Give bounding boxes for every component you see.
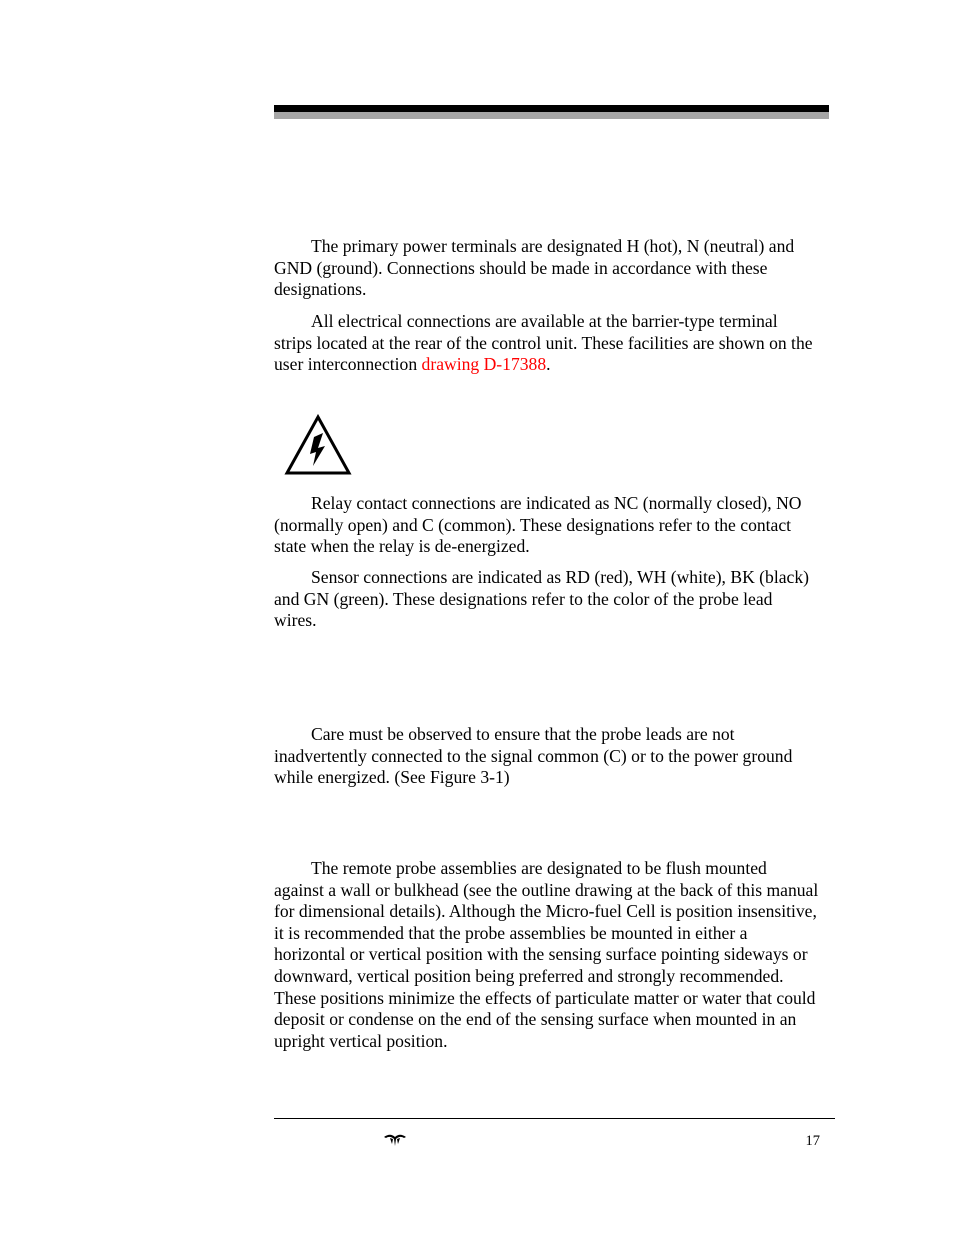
paragraph-sensor-connections: Sensor connections are indicated as RD (red), WH (white), BK (black) and GN (green). These designations refer to the color of the probe lead wires. (274, 567, 810, 631)
paragraph-electrical-connections-text: All electrical connections are available at the barrier-type terminal strips located at the rear of the control unit. These facilities are shown on the user interconnection (274, 311, 813, 375)
footer-rule (274, 1118, 835, 1119)
paragraph-relay-contacts: Relay contact connections are indicated as NC (normally closed), NO (normally open) and C (common). These designations refer to the contact state when the relay is de-energized. (274, 493, 802, 557)
header-bar (274, 105, 829, 112)
paragraph-electrical-connections (274, 311, 819, 376)
page-number: 17 (805, 1133, 820, 1149)
teledyne-logo-icon (383, 1133, 407, 1147)
electrical-hazard-icon (284, 414, 352, 476)
paragraph-power-terminals: The primary power terminals are designated H (hot), N (neutral) and GND (ground). Connections should be made in accordance with these designations. (274, 236, 795, 300)
paragraph-probe-leads-care: Care must be observed to ensure that the probe leads are not inadvertently connected to the signal common (C) or to the power ground while energized. (See Figure 3-1) (274, 724, 793, 788)
paragraph-electrical-connections-end: . (546, 354, 551, 375)
drawing-link[interactable]: drawing D-17388 (421, 354, 547, 375)
header-bar-shadow (274, 112, 829, 119)
paragraph-probe-mounting: The remote probe assemblies are designated to be flush mounted against a wall or bulkhead (see the outline drawing at the back of this manual for dimensional details). Although the Micro-fuel Cell is position insensitive, it is recommended that the probe assemblies be mounted in either a horizontal or vertical position with the sensing surface pointing sideways or downward, vertical position being preferred and strongly recommended. These positions minimize the effects of particulate matter or water that could deposit or condense on the end of the sensing surface when mounted in an upright vertical position. (274, 858, 819, 1051)
